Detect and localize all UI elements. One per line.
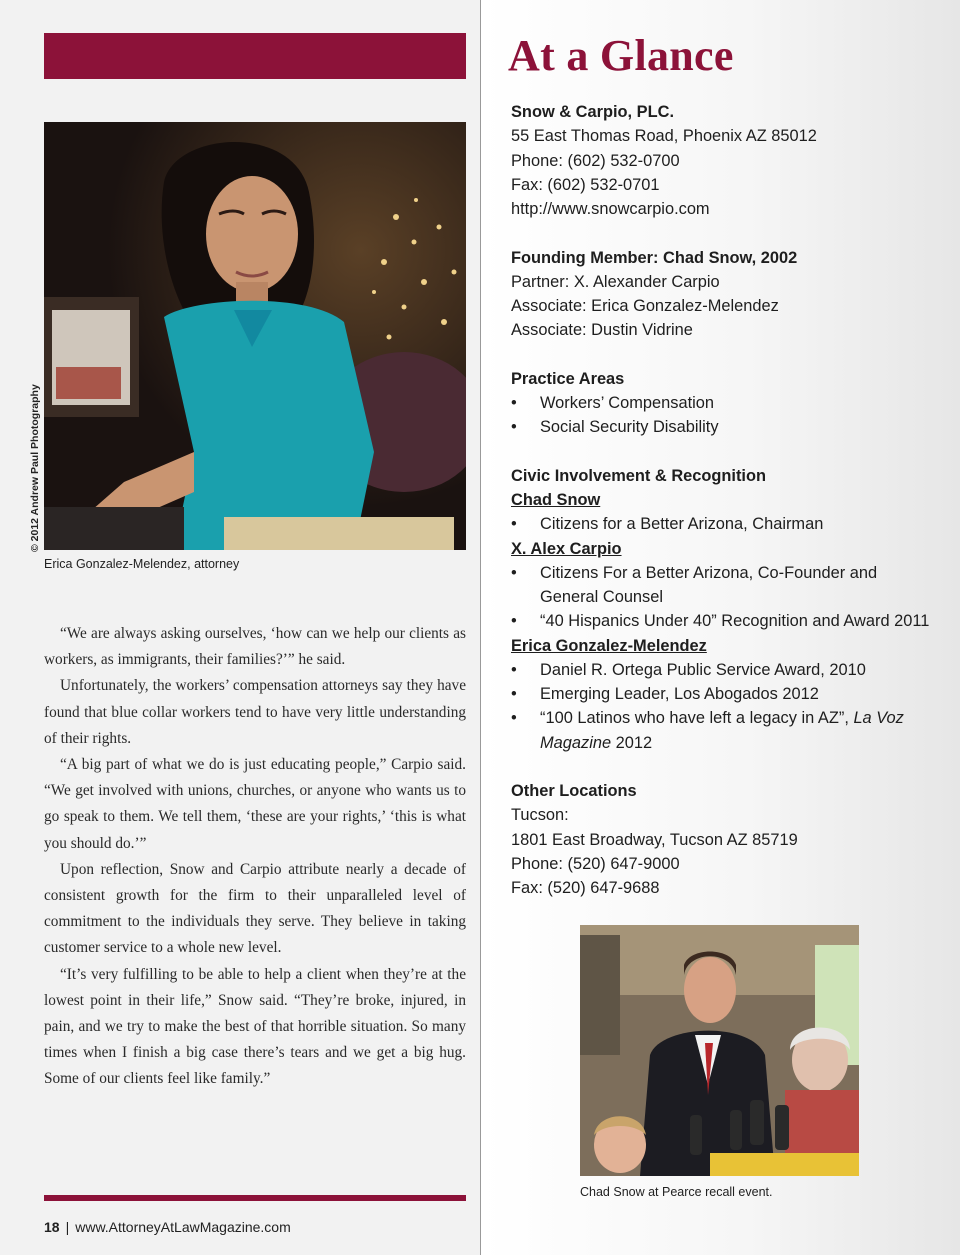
civic-item: • Citizens For a Better Arizona, Co-Founder and General Counsel xyxy=(511,561,951,610)
partner: Partner: X. Alexander Carpio xyxy=(511,272,720,291)
associate: Associate: Erica Gonzalez-Melendez xyxy=(511,297,779,315)
practice-area-item: • Workers’ Compensation xyxy=(511,391,951,415)
top-accent-bar xyxy=(44,33,466,79)
column-divider xyxy=(480,0,481,1255)
firm-phone: Phone: (602) 532-0700 xyxy=(511,151,680,170)
footer-site-link[interactable]: www.AttorneyAtLawMagazine.com xyxy=(75,1219,291,1235)
civic-item: • “100 Latinos who have left a legacy in AZ”, La Voz Magazine 2012 xyxy=(511,706,951,755)
footer-separator: | xyxy=(65,1219,70,1235)
practice-area-item: • Social Security Disability xyxy=(511,415,951,439)
article-paragraph: Unfortunately, the workers’ compensation attorneys say they have found that blue collar workers tend to have very little understanding of their rights. xyxy=(44,677,466,747)
other-location-city: Tucson: xyxy=(511,806,569,825)
civic-person-name: Chad Snow xyxy=(511,491,601,509)
page-footer xyxy=(44,1219,291,1235)
civic-person-name: X. Alex Carpio xyxy=(511,539,622,558)
firm-name: Snow & Carpio, PLC. xyxy=(511,103,675,121)
article-paragraph: “A big part of what we do is just educating people,” Carpio said. “We get involved with unions, churches, or anyone who wants us to go speak to them. We tell them, ‘these are your rights,’ ‘this is what you should do.’” xyxy=(44,756,466,852)
civic-heading: Civic Involvement & Recognition xyxy=(511,466,767,485)
firm-fax: Fax: (602) 532-0701 xyxy=(511,175,660,194)
article-paragraph: Upon reflection, Snow and Carpio attribute nearly a decade of consistent growth for the firm to their unparalleled level of commitment to the individuals they serve. They believe in taking customer service to a whole new level. xyxy=(44,860,466,957)
event-photo-caption: Chad Snow at Pearce recall event. xyxy=(580,1185,773,1199)
attorney-portrait-photo xyxy=(44,122,466,550)
page-number: 18 xyxy=(44,1219,60,1235)
firm-address: 55 East Thomas Road, Phoenix AZ 85012 xyxy=(511,127,817,146)
firm-website-link[interactable]: http://www.snowcarpio.com xyxy=(511,200,710,218)
civic-item: • Daniel R. Ortega Public Service Award, 2010 xyxy=(511,658,951,682)
article-paragraph: “It’s very fulfilling to be able to help a client when they’re at the lowest point in their life,” Snow said. “They’re broke, injured, in pain, and we try to make the best of that horrible situation. So many times when I finish a big case there’s tears and we get a big hug. Some of our clients feel like family.” xyxy=(44,965,466,1088)
associate: Associate: Dustin Vidrine xyxy=(511,321,693,340)
other-locations-heading: Other Locations xyxy=(511,782,637,800)
civic-person-name: Erica Gonzalez-Melendez xyxy=(511,636,707,655)
photo-credit: © 2012 Andrew Paul Photography xyxy=(29,384,41,552)
other-location-phone: Phone: (520) 647-9000 xyxy=(511,854,680,873)
civic-item: • Emerging Leader, Los Abogados 2012 xyxy=(511,682,951,706)
other-location-address: 1801 East Broadway, Tucson AZ 85719 xyxy=(511,830,798,849)
civic-item: • Citizens for a Better Arizona, Chairman xyxy=(511,512,951,536)
bottom-accent-bar xyxy=(44,1195,466,1201)
portrait-caption: Erica Gonzalez-Melendez, attorney xyxy=(44,557,240,571)
at-a-glance-title: At a Glance xyxy=(508,31,734,80)
civic-item: • “40 Hispanics Under 40” Recognition and Award 2011 xyxy=(511,609,951,633)
article-paragraph: “We are always asking ourselves, ‘how can we help our clients as workers, as immigrants, their families?’” he said. xyxy=(44,625,466,669)
article-body xyxy=(44,621,466,1093)
other-location-fax: Fax: (520) 647-9688 xyxy=(511,879,660,897)
practice-areas-heading: Practice Areas xyxy=(511,369,625,388)
at-a-glance-info xyxy=(511,100,951,900)
founding-member: Founding Member: Chad Snow, 2002 xyxy=(511,248,798,267)
recall-event-photo xyxy=(580,925,859,1176)
